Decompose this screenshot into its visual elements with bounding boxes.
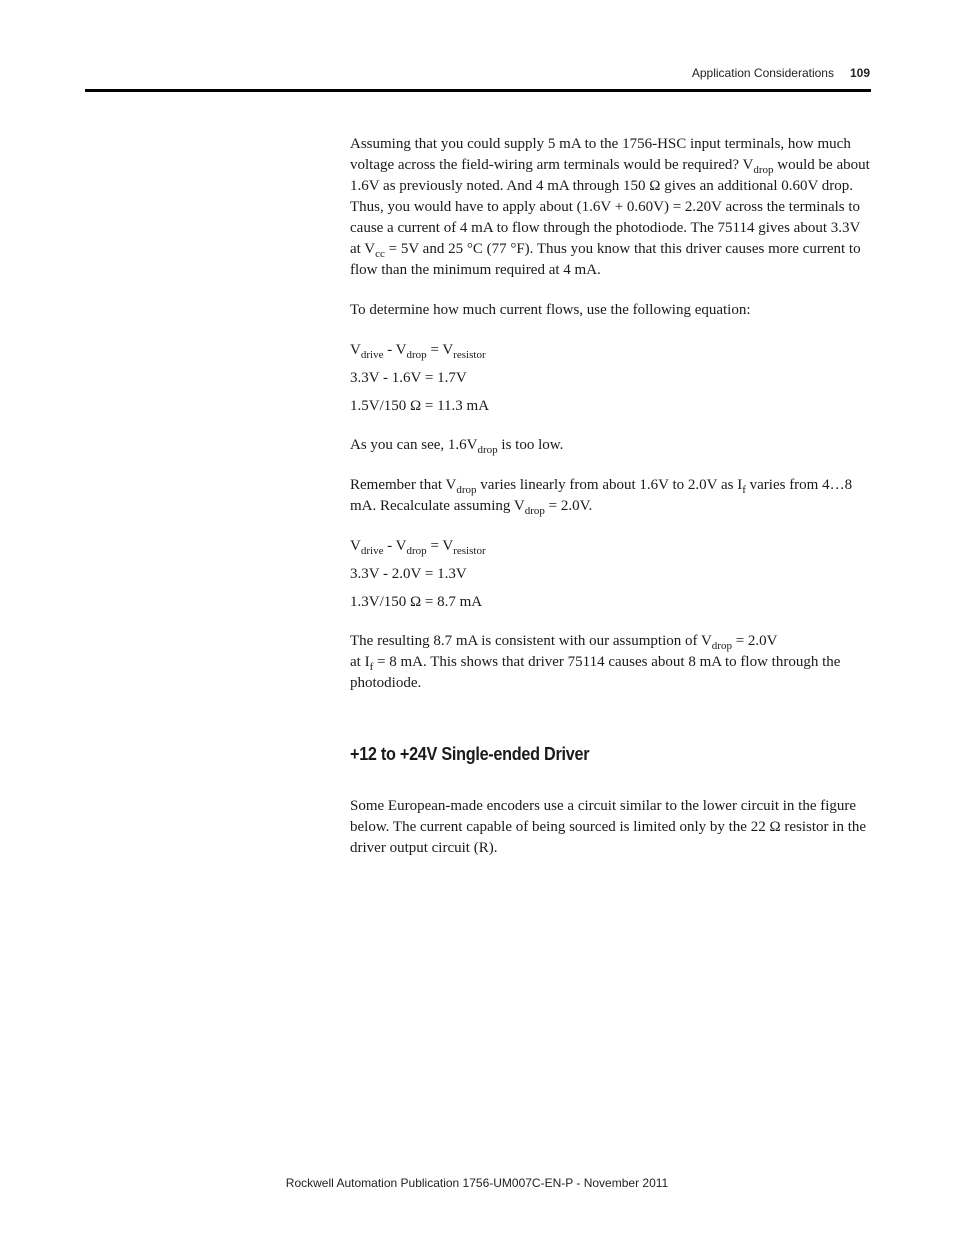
paragraph-supply-assumption: Assuming that you could supply 5 mA to the 1756-HSC input terminals, how much voltage across the field-wiring arm terminals would be required? $V_{drop}$ would be about 1.6V as previously noted. And 4 mA through 150 Ω gives an additional 0.60V drop. Thus, you would have to apply about (1.6V + 0.60V) = 2.20V across the terminals to cause a current of 4 mA to flow through the photodiode. The 75114 gives about 3.3V at $V_{cc} = 5V$ and 25 °C (77 °F). Thus you know that this driver causes more current to flow than the minimum required at 4 mA. — [350, 136, 870, 278]
page-body — [350, 134, 870, 859]
page-footer: Rockwell Automation Publication 1756-UM007C-EN-P - November 2011 — [285, 1176, 669, 1190]
equation-line: $V_{drive} - V_{drop} = V_{resistor}$ — [350, 342, 486, 361]
equation-line: $V_{drive} - V_{drop} = V_{resistor}$ — [350, 538, 486, 557]
equation-line: 3.3V - 1.6V = 1.7V — [350, 370, 467, 386]
page-header — [692, 66, 870, 80]
paragraph-european-encoders: Some European-made encoders use a circuit similar to the lower circuit in the figure below. The current capable of being sourced is limited only by the 22 Ω resistor in the driver output circuit (R). — [350, 798, 867, 856]
header-rule — [85, 89, 871, 92]
paragraph-too-low: As you can see, $1.6V_{drop}$ is too low. — [350, 437, 564, 456]
page-number: 109 — [849, 66, 870, 80]
section-heading: +12 to +24V Single-ended Driver — [350, 744, 590, 764]
paragraph-result: The resulting 8.7 mA is consistent with our assumption of $V_{drop} = 2.0V$ at $I_f = 8$ mA. This shows that driver 75114 causes about 8 mA to flow through the photodiode. — [350, 633, 841, 691]
header-section-title: Application Considerations — [691, 66, 834, 80]
equation-line: 1.3V/150 Ω = 8.7 mA — [350, 594, 483, 610]
equation-line: 3.3V - 2.0V = 1.3V — [350, 566, 467, 582]
equation-line: 1.5V/150 Ω = 11.3 mA — [350, 398, 490, 414]
paragraph-equation-intro: To determine how much current flows, use the following equation: — [350, 302, 751, 318]
equation-set-1 — [350, 340, 870, 416]
paragraph-recalculate: Remember that $V_{drop}$ varies linearly from about 1.6V to 2.0V as $I_f$ varies from 4…8 mA. Recalculate assuming $V_{drop} = 2.0V$. — [350, 477, 853, 517]
equation-set-2 — [350, 536, 870, 612]
